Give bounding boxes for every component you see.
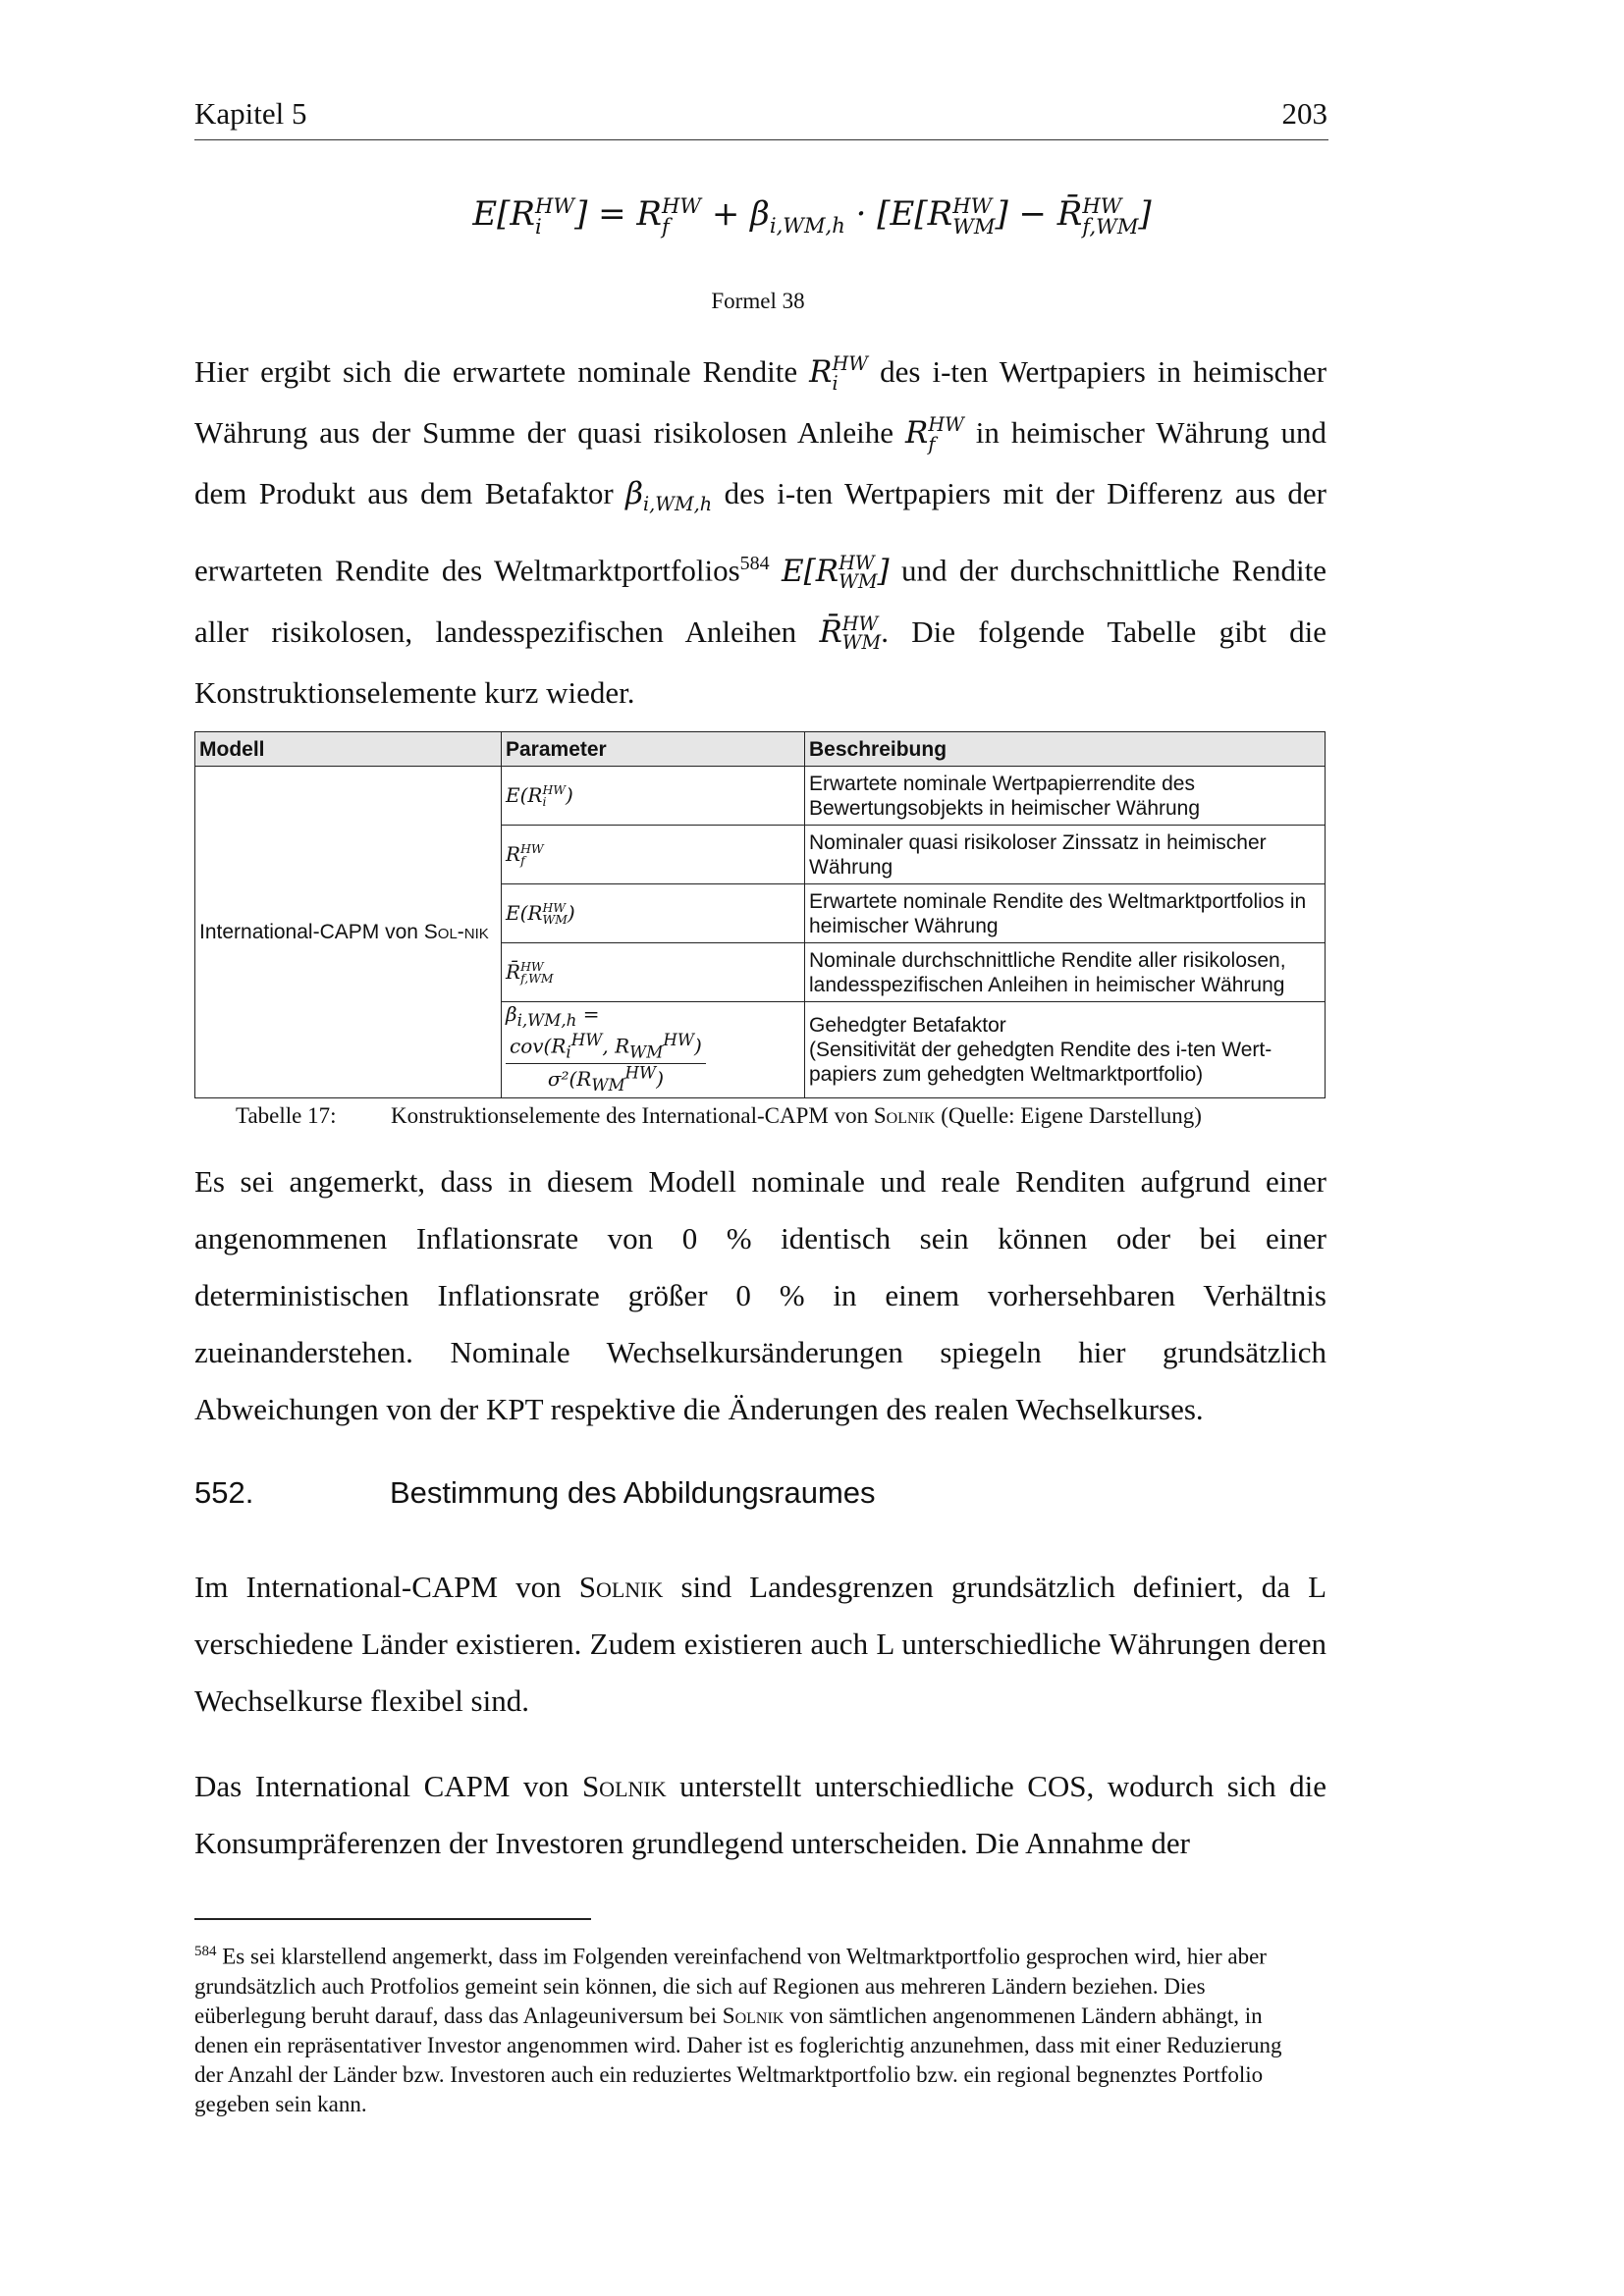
header-rule: [194, 139, 1328, 140]
col-header-beschreibung: Beschreibung: [805, 732, 1326, 767]
col-header-modell: Modell: [195, 732, 502, 767]
desc-cell: Gehedgter Betafaktor (Sensitivität der gehedgten Rendite des i-ten Wert-papiers zum gehedgten Weltmarktportfolio): [805, 1002, 1326, 1098]
desc-cell: Erwartete nominale Rendite des Weltmarktportfolios in heimischer Währung: [805, 884, 1326, 943]
footnote-584: $^{584}$ Es sei klarstellend angemerkt, dass im Folgenden vereinfachend von Weltmarktportfolio gesprochen wird, hier aber grundsätzlich auch Protfolios gemeint sein können, die sich auf Regionen aus mehreren Ländern beziehen. Dies eüberlegung beruht darauf, dass das Anlageuniversum bei Solnik von sämtlichen angenommenen Ländern abhängt, in denen ein repräsentativer Investor angenommen wird. Daher ist es foglerichtig anzunehmen, dass mit einer Reduzierung der Anzahl der Länder bzw. Investoren auch ein reduziertes Weltmarktportfolio bzw. ein regional begnenztes Portfolio gegeben sein kann.: [194, 1944, 1282, 2116]
param-world-market-return: E(R HW WM ): [502, 884, 805, 943]
footnote-ref[interactable]: 584: [739, 553, 770, 575]
param-hedged-beta: $\beta_{i,WM,h}$ = $\frac{cov(R_i^{HW}, R_{WM}^{HW})}{\sigma^2(R_{WM}^{HW})}$: [502, 1002, 805, 1098]
paragraph-3: Im International-CAPM von Solnik sind Landesgrenzen grundsätzlich definiert, da L verschiedene Länder existieren. Zudem existieren auch L unterschiedliche Währungen deren Wechselkurse flexibel sind.: [194, 1570, 1326, 1718]
page-number: 203: [1281, 96, 1327, 131]
desc-cell: Erwartete nominale Wertpapierrendite des Bewertungsobjekts in heimischer Währung: [805, 767, 1326, 826]
param-avg-riskfree: R̄ HW f,WM: [502, 943, 805, 1002]
desc-cell: Nominale durchschnittliche Rendite aller risikolosen, landesspezifischen Anleihen in heimischer Währung: [805, 943, 1326, 1002]
footnote-rule: [194, 1918, 591, 1920]
chapter-header: Kapitel 5: [194, 96, 307, 131]
section-heading: 552. Bestimmung des Abbildungsraumes: [194, 1475, 876, 1510]
paragraph-2: Es sei angemerkt, dass in diesem Modell nominale und reale Renditen aufgrund einer angenommenen Inflationsrate von 0 % identisch sein können oder bei einer deterministischen Inflationsrate größer 0 % in einem vorhersehbaren Verhältnis zueinanderstehen. Nominale Wechselkursänderungen spiegeln hier grundsätzlich Abweichungen von der KPT respektive die Änderungen des realen Wechselkurses.: [194, 1164, 1326, 1426]
table-caption: Tabelle 17: Konstruktionselemente des International-CAPM von Solnik (Quelle: Eigene Darstellung): [236, 1103, 1202, 1128]
desc-cell: Nominaler quasi risikoloser Zinssatz in heimischer Währung: [805, 826, 1326, 884]
paragraph-1: Hier ergibt sich die erwartete nominale Rendite R HW i des i-ten Wertpapiers in heimischer Währung aus der Summe der quasi risikolosen Anleihe R HW f in heimischer Währung und dem Produkt aus dem Betafaktor $\beta_{i,WM,h}$ des i-ten Wertpapiers mit der Differenz aus der erwarteten Rendite des Weltmarktportfolios$^{584}$ E[R HW WM ] und der durchschnittliche Rendite aller risikolosen, landesspezifischen Anleihen R̄ HW WM . Die folgende Tabelle gibt die Konstruktionselemente kurz wieder.: [194, 352, 1327, 710]
formula-label: Formel 38: [711, 289, 805, 313]
construction-elements-table: [194, 731, 1326, 1098]
model-cell: International-CAPM von Sol-nik: [195, 767, 502, 1098]
param-riskfree: R HW f: [502, 826, 805, 884]
col-header-parameter: Parameter: [502, 732, 805, 767]
formula-38: E[R HW i ] = R HW f + $\beta_{i,WM,h} \cdot [E[R$ HW WM ] − R̄ HW f,WM ]: [472, 192, 1152, 239]
param-expected-return: E(R HW i ): [502, 767, 805, 826]
paragraph-4: Das International CAPM von Solnik unterstellt unterschiedliche COS, wodurch sich die Konsumpräferenzen der Investoren grundlegend unterscheiden. Die Annahme der: [194, 1769, 1326, 1860]
